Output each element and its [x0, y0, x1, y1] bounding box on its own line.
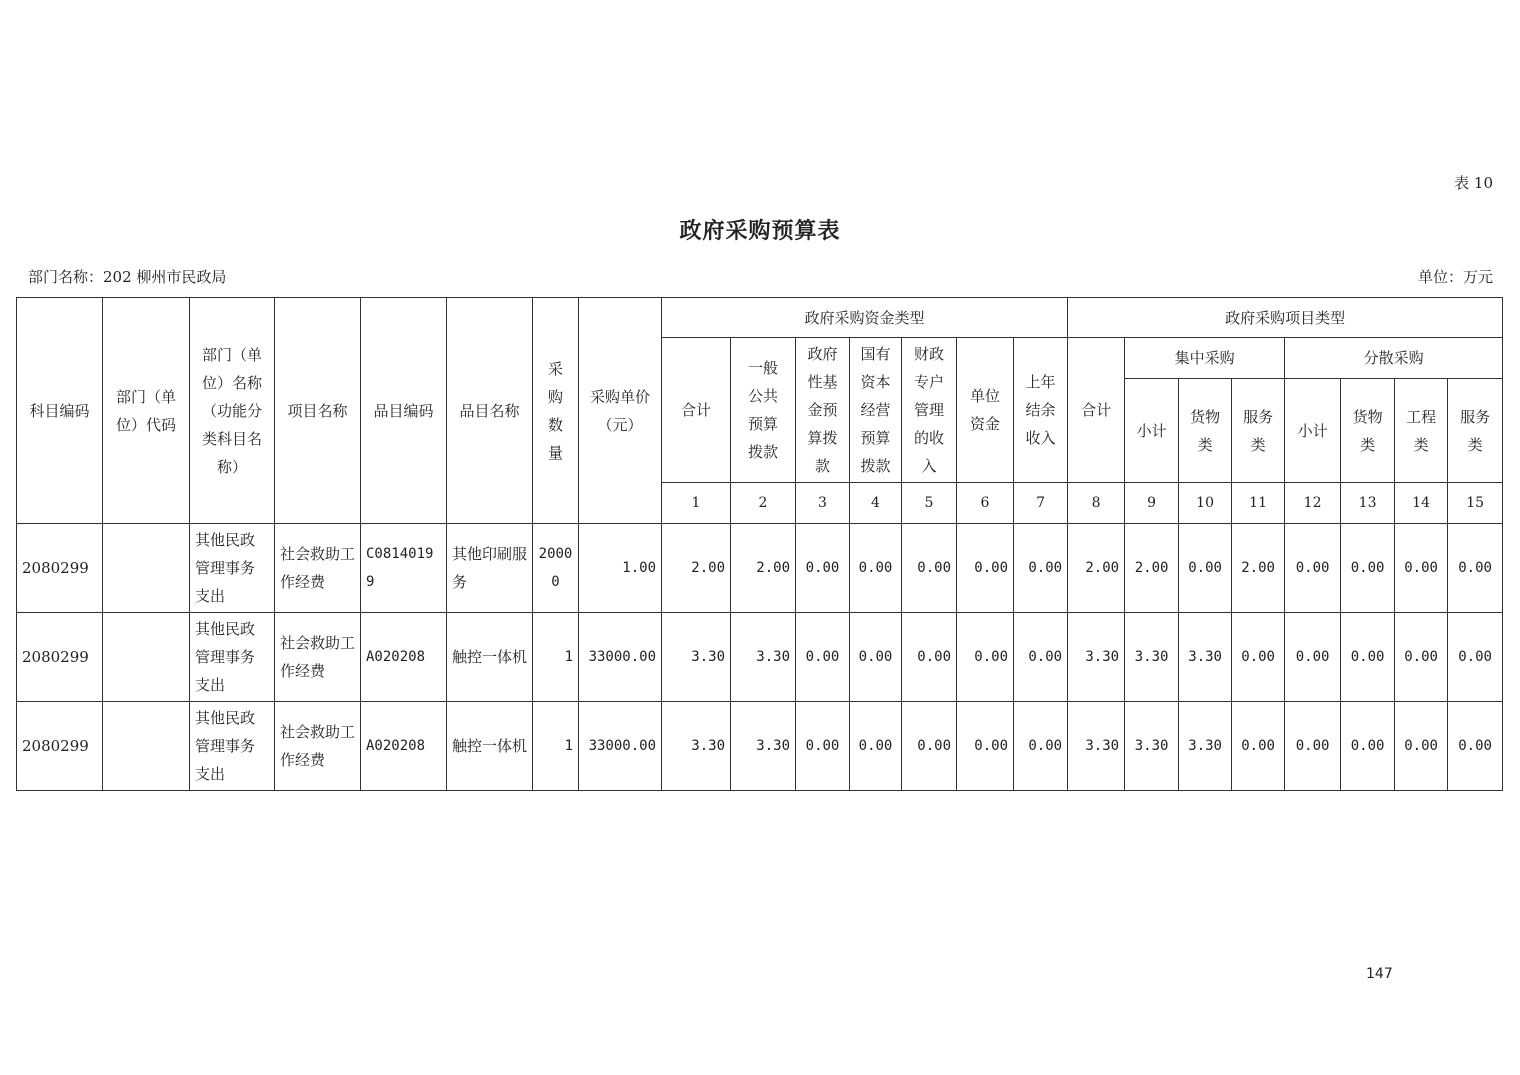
header-dept-code: 部门（单位）代码 [103, 298, 190, 524]
cell-value: 0.00 [957, 524, 1014, 613]
header-central-subtotal: 小计 [1125, 379, 1179, 483]
header-unit-price: 采购单价（元） [579, 298, 662, 524]
cell-value: 3.30 [731, 613, 796, 702]
header-special-account: 财政专户管理的收入 [902, 338, 957, 483]
header-item-name: 品目名称 [447, 298, 533, 524]
cell-item-name: 其他印刷服务 [447, 524, 533, 613]
table-row [17, 524, 1503, 613]
cell-value: 0.00 [850, 702, 902, 791]
cell-subject-code: 2080299 [17, 702, 103, 791]
cell-value: 0.00 [1014, 702, 1068, 791]
header-subject-code: 科目编码 [17, 298, 103, 524]
cell-value: 0.00 [1014, 524, 1068, 613]
col-number: 14 [1395, 483, 1448, 524]
cell-value: 0.00 [796, 524, 850, 613]
cell-value: 0.00 [850, 524, 902, 613]
cell-value: 0.00 [1448, 613, 1503, 702]
header-row-1 [17, 298, 1503, 338]
table-row [17, 613, 1503, 702]
header-decentral-service: 服务类 [1448, 379, 1503, 483]
cell-value: 2.00 [1068, 524, 1125, 613]
cell-value: 0.00 [1285, 524, 1341, 613]
header-decentral-goods: 货物类 [1341, 379, 1395, 483]
cell-item-code: A020208 [361, 702, 447, 791]
header-unit-fund: 单位资金 [957, 338, 1014, 483]
col-number: 7 [1014, 483, 1068, 524]
cell-value: 0.00 [1395, 524, 1448, 613]
col-number: 10 [1179, 483, 1232, 524]
cell-value: 0.00 [1014, 613, 1068, 702]
col-number: 6 [957, 483, 1014, 524]
cell-value: 0.00 [1232, 613, 1285, 702]
header-project-type-group: 政府采购项目类型 [1068, 298, 1503, 338]
col-number: 1 [662, 483, 731, 524]
cell-value: 0.00 [957, 702, 1014, 791]
header-decentral-subtotal: 小计 [1285, 379, 1341, 483]
cell-value: 0.00 [1395, 613, 1448, 702]
cell-unit-price: 33000.00 [579, 702, 662, 791]
col-number: 4 [850, 483, 902, 524]
cell-value: 3.30 [1125, 613, 1179, 702]
col-number: 3 [796, 483, 850, 524]
cell-quantity: 1 [533, 613, 579, 702]
col-number: 8 [1068, 483, 1125, 524]
cell-item-name: 触控一体机 [447, 702, 533, 791]
header-central-procurement: 集中采购 [1125, 338, 1285, 379]
cell-value: 0.00 [1341, 702, 1395, 791]
col-number: 15 [1448, 483, 1503, 524]
cell-unit-price: 33000.00 [579, 613, 662, 702]
cell-quantity: 20000 [533, 524, 579, 613]
header-fund-total: 合计 [662, 338, 731, 483]
cell-value: 0.00 [1395, 702, 1448, 791]
cell-value: 0.00 [1179, 524, 1232, 613]
header-decentral-procurement: 分散采购 [1285, 338, 1503, 379]
cell-value: 0.00 [1448, 702, 1503, 791]
cell-dept-name: 其他民政管理事务支出 [190, 613, 275, 702]
cell-dept-code [103, 524, 190, 613]
header-central-goods: 货物类 [1179, 379, 1232, 483]
cell-value: 0.00 [796, 702, 850, 791]
cell-value: 3.30 [1068, 613, 1125, 702]
cell-dept-code [103, 702, 190, 791]
cell-value: 0.00 [902, 613, 957, 702]
cell-value: 0.00 [796, 613, 850, 702]
table-number: 表 10 [1454, 174, 1493, 192]
cell-value: 0.00 [1341, 524, 1395, 613]
cell-value: 0.00 [957, 613, 1014, 702]
col-number: 2 [731, 483, 796, 524]
cell-item-code: C08140199 [361, 524, 447, 613]
cell-value: 0.00 [1448, 524, 1503, 613]
department-name: 部门名称：202 柳州市民政局 [28, 268, 227, 286]
cell-subject-code: 2080299 [17, 524, 103, 613]
header-fund-type-group: 政府采购资金类型 [662, 298, 1068, 338]
cell-project-name: 社会救助工作经费 [275, 702, 361, 791]
cell-value: 3.30 [731, 702, 796, 791]
cell-value: 3.30 [662, 613, 731, 702]
header-project-name: 项目名称 [275, 298, 361, 524]
cell-value: 3.30 [1179, 613, 1232, 702]
cell-quantity: 1 [533, 702, 579, 791]
header-item-code: 品目编码 [361, 298, 447, 524]
page-title: 政府采购预算表 [679, 218, 841, 244]
header-quantity: 采购数量 [533, 298, 579, 524]
cell-value: 0.00 [850, 613, 902, 702]
cell-subject-code: 2080299 [17, 613, 103, 702]
cell-value: 0.00 [902, 524, 957, 613]
col-number: 9 [1125, 483, 1179, 524]
header-state-capital: 国有资本经营预算拨款 [850, 338, 902, 483]
header-general-budget: 一般公共预算拨款 [731, 338, 796, 483]
cell-value: 2.00 [662, 524, 731, 613]
cell-value: 2.00 [1232, 524, 1285, 613]
cell-value: 0.00 [1341, 613, 1395, 702]
cell-project-name: 社会救助工作经费 [275, 524, 361, 613]
header-prior-balance: 上年结余收入 [1014, 338, 1068, 483]
col-number: 11 [1232, 483, 1285, 524]
budget-table [16, 297, 1503, 791]
cell-item-name: 触控一体机 [447, 613, 533, 702]
col-number: 12 [1285, 483, 1341, 524]
unit-label: 单位：万元 [1417, 268, 1493, 286]
cell-value: 3.30 [1068, 702, 1125, 791]
table-row [17, 702, 1503, 791]
page-number: 147 [1366, 966, 1393, 982]
col-number: 13 [1341, 483, 1395, 524]
cell-value: 0.00 [1285, 613, 1341, 702]
header-central-service: 服务类 [1232, 379, 1285, 483]
header-gov-fund: 政府性基金预算拨款 [796, 338, 850, 483]
cell-project-name: 社会救助工作经费 [275, 613, 361, 702]
cell-value: 3.30 [1179, 702, 1232, 791]
cell-value: 0.00 [1232, 702, 1285, 791]
cell-value: 2.00 [1125, 524, 1179, 613]
cell-unit-price: 1.00 [579, 524, 662, 613]
cell-value: 2.00 [731, 524, 796, 613]
header-decentral-works: 工程类 [1395, 379, 1448, 483]
cell-dept-code [103, 613, 190, 702]
col-number: 5 [902, 483, 957, 524]
cell-dept-name: 其他民政管理事务支出 [190, 524, 275, 613]
cell-item-code: A020208 [361, 613, 447, 702]
cell-value: 3.30 [662, 702, 731, 791]
cell-value: 0.00 [1285, 702, 1341, 791]
header-project-total: 合计 [1068, 338, 1125, 483]
cell-dept-name: 其他民政管理事务支出 [190, 702, 275, 791]
cell-value: 3.30 [1125, 702, 1179, 791]
header-dept-name: 部门（单位）名称（功能分类科目名称） [190, 298, 275, 524]
cell-value: 0.00 [902, 702, 957, 791]
